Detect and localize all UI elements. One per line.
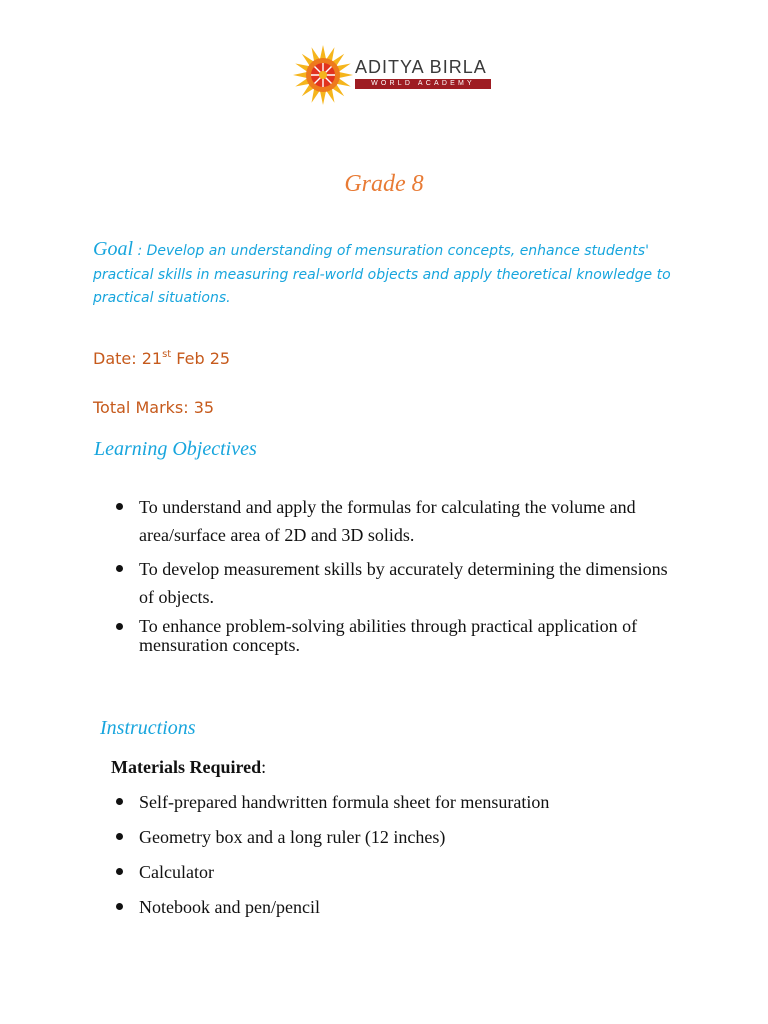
grade-title: Grade 8: [344, 171, 424, 197]
instructions-heading: Instructions: [100, 717, 196, 739]
date-prefix: Date: 21: [93, 349, 163, 368]
list-item: To enhance problem-solving abilities through practical application of mensuration concepts.: [114, 617, 674, 655]
list-item: Notebook and pen/pencil: [114, 895, 674, 919]
date-superscript: st: [162, 349, 172, 360]
learning-objectives-list: [114, 493, 674, 661]
goal-separator: :: [133, 243, 147, 259]
goal-paragraph: [93, 238, 693, 311]
goal-text: Develop an understanding of mensuration concepts, enhance students' practical skills in measuring real-world objects and apply theoretical knowledge to practical situations.: [93, 243, 671, 306]
goal-label: Goal: [93, 238, 133, 260]
list-item: To understand and apply the formulas for calculating the volume and area/surface area of 2D and 3D solids.: [114, 493, 674, 549]
logo-tagline: WORLD ACADEMY: [355, 79, 491, 89]
list-item: Calculator: [114, 860, 674, 884]
learning-objectives-heading: Learning Objectives: [94, 438, 257, 460]
logo-name: ADITYA BIRLA: [355, 57, 487, 77]
list-item: Geometry box and a long ruler (12 inches): [114, 825, 674, 849]
list-item: To develop measurement skills by accurately determining the dimensions of objects.: [114, 555, 674, 611]
date-line: [93, 349, 230, 368]
materials-list: [114, 790, 674, 930]
total-marks: Total Marks: 35: [93, 398, 215, 417]
materials-required-label: [111, 757, 266, 778]
sun-emblem-icon: [290, 44, 356, 106]
list-item: Self-prepared handwritten formula sheet for mensuration: [114, 790, 674, 814]
date-suffix: Feb 25: [171, 349, 231, 368]
materials-label: Materials Required: [111, 757, 262, 777]
materials-colon: :: [261, 757, 267, 777]
